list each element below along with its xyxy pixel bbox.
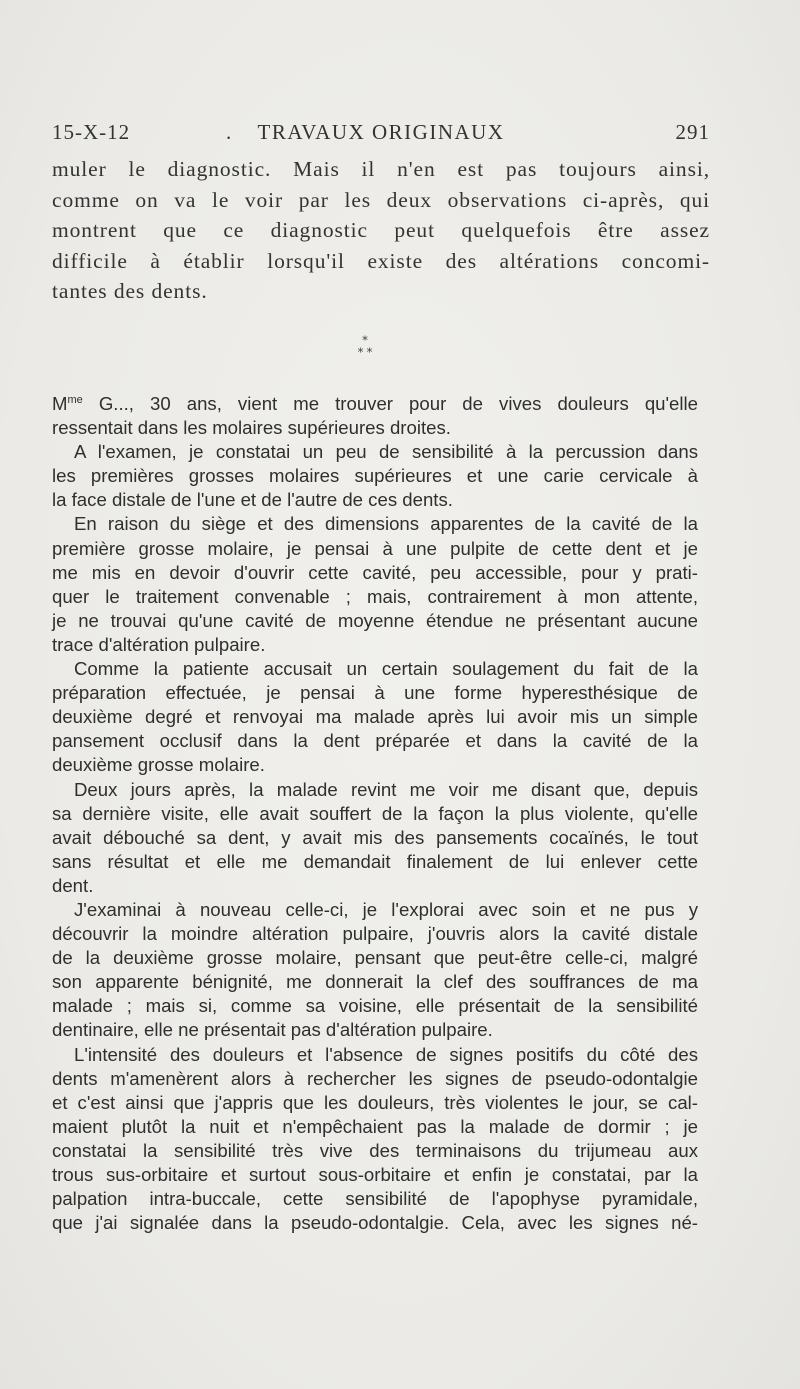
intro-line: comme on va le voir par les deux observations ci-après, qui bbox=[52, 187, 710, 212]
case-line: L'intensité des douleurs et l'absence de signes positifs du côté des bbox=[74, 1043, 698, 1065]
case-first-line bbox=[52, 388, 698, 416]
case-line: Deux jours après, la malade revint me voir me disant que, depuis bbox=[74, 778, 698, 800]
case-line: pansement occlusif dans la dent préparée et dans la cavité de la bbox=[52, 730, 698, 752]
case-line: sa dernière visite, elle avait souffert de la façon la plus violente, qu'elle bbox=[52, 802, 698, 824]
case-line: et c'est ainsi que j'appris que les douleurs, très violentes le jour, se cal- bbox=[52, 1091, 698, 1113]
case-line: palpation intra-buccale, cette sensibilité de l'apophyse pyramidale, bbox=[52, 1188, 698, 1210]
section-title: TRAVAUX ORIGINAUX bbox=[257, 120, 505, 144]
case-line: trace d'altération pulpaire. bbox=[52, 633, 266, 655]
issue-date-label: 15-X-12 bbox=[52, 120, 131, 144]
case-line: A l'examen, je constatai un peu de sensibilité à la percussion dans bbox=[74, 441, 698, 463]
case-line: dent. bbox=[52, 874, 94, 896]
case-line: ressentait dans les molaires supérieures droites. bbox=[52, 417, 451, 439]
case-line: me mis en devoir d'ouvrir cette cavité, peu accessible, pour y prati- bbox=[52, 561, 698, 583]
case-line: de la deuxième grosse molaire, pensant que peut-être celle-ci, malgré bbox=[52, 947, 698, 969]
case-line: avait débouché sa dent, y avait mis des pansements cocaïnés, le tout bbox=[52, 826, 698, 848]
asterism-bottom: * * bbox=[357, 346, 373, 359]
case-line: deuxième degré et renvoyai ma malade après lui avoir mis un simple bbox=[52, 706, 698, 728]
case-line: J'examinai à nouveau celle-ci, je l'explorai avec soin et ne pus y bbox=[74, 898, 698, 920]
title-abbrev: M bbox=[52, 393, 68, 414]
case-report bbox=[52, 388, 698, 1235]
case-line: je ne trouvai qu'une cavité de moyenne étendue ne présentant aucune bbox=[52, 609, 698, 631]
asterism-divider bbox=[340, 335, 390, 359]
page-number: 291 bbox=[675, 120, 710, 144]
intro-line: difficile à établir lorsqu'il existe des altérations concomi- bbox=[52, 248, 710, 273]
header-separator: . bbox=[226, 120, 233, 144]
case-line: quer le traitement convenable ; mais, contrairement à mon attente, bbox=[52, 585, 698, 607]
intro-paragraph bbox=[52, 154, 710, 307]
title-abbrev-superscript: me bbox=[67, 394, 83, 406]
intro-line: montrent que ce diagnostic peut quelquefois être assez bbox=[52, 218, 710, 242]
case-line: première grosse molaire, je pensai à une pulpite de cette dent et je bbox=[52, 537, 698, 559]
case-line: dents m'amenèrent alors à rechercher les signes de pseudo-odontalgie bbox=[52, 1067, 698, 1089]
case-line: dentinaire, elle ne présentait pas d'altération pulpaire. bbox=[52, 1019, 493, 1041]
case-line: que j'ai signalée dans la pseudo-odontalgie. Cela, avec les signes né- bbox=[52, 1212, 698, 1234]
case-line: constatai la sensibilité très vive des terminaisons du trijumeau aux bbox=[52, 1139, 698, 1161]
case-first-line-text: G..., 30 ans, vient me trouver pour de vives douleurs qu'elle bbox=[82, 393, 698, 414]
case-line: malade ; mais si, comme sa voisine, elle présentait de la sensibilité bbox=[52, 995, 698, 1017]
case-line: découvrir la moindre altération pulpaire, j'ouvris alors la cavité distale bbox=[52, 923, 698, 945]
case-line: maient plutôt la nuit et n'empêchaient pas la malade de dormir ; je bbox=[52, 1115, 698, 1137]
case-line: préparation effectuée, je pensai à une forme hyperesthésique de bbox=[52, 682, 698, 704]
asterism-top: * bbox=[362, 334, 368, 347]
case-line: deuxième grosse molaire. bbox=[52, 754, 265, 776]
case-line: En raison du siège et des dimensions apparentes de la cavité de la bbox=[74, 513, 698, 535]
intro-line: tantes des dents. bbox=[52, 279, 208, 303]
case-line: son apparente bénignité, me donnerait la clef des souffrances de ma bbox=[52, 971, 698, 993]
case-line: les premières grosses molaires supérieures et une carie cervicale à bbox=[52, 465, 698, 487]
intro-line: muler le diagnostic. Mais il n'en est pas toujours ainsi, bbox=[52, 157, 710, 181]
running-head bbox=[52, 120, 710, 150]
case-line: sans résultat et elle me demandait finalement de lui enlever cette bbox=[52, 850, 698, 872]
case-line: Comme la patiente accusait un certain soulagement du fait de la bbox=[74, 658, 698, 680]
case-line: trous sus-orbitaire et surtout sous-orbitaire et enfin je constatai, par la bbox=[52, 1164, 698, 1185]
case-line: la face distale de l'une et de l'autre de ces dents. bbox=[52, 489, 453, 511]
